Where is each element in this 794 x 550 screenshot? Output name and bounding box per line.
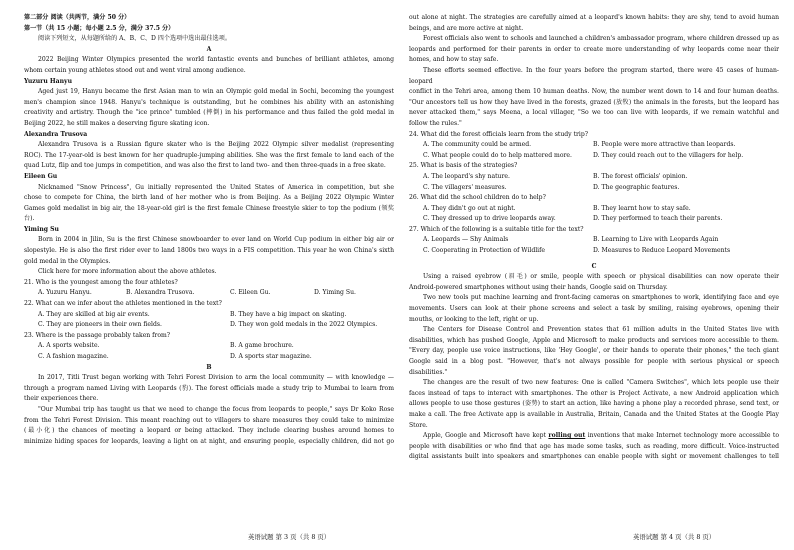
click-link-text: Click here for more information about the above athletes. <box>38 268 217 276</box>
option-d: D. They performed to teach their parents. <box>593 215 723 223</box>
question-25-options <box>409 183 779 194</box>
passage-c-line: Google said in a blog post. "However, that's not always possible for people with serious physical or speech <box>409 358 779 365</box>
su-line: slopestyle. He is also the first rider ever to land 1800s two ways in a FIS competition. This year he won China's sixth <box>24 247 394 255</box>
passage-c-line: digital assistants built into speakers and smartphones can enable people with sight or movement challenges to tell <box>409 453 779 461</box>
option-a: A. They didn't go out at night. <box>423 204 516 212</box>
gu-line: Games gold medalist in big air, the 18-year-old girl is the first female Chinese freestyle skier to top the podium (领奖 <box>24 204 394 212</box>
passage-b-line: their experiences there. <box>24 395 99 403</box>
question-26-options <box>409 214 779 225</box>
question-24-options <box>409 151 779 162</box>
passage-b-line: conflict in the Tehri area, among them 10 human deaths. Now, the number went down to 14 and four human deaths. <box>409 88 779 96</box>
option-c: C. The villagers' measures. <box>423 183 507 191</box>
passage-c-line: disabilities, which has pushed Google, Apple and Microsoft to make products and services more accessible to them. <box>409 336 779 344</box>
passage-b-line: These efforts seemed effective. In the four years before the program started, there were 45 cases of human-leopard <box>409 66 779 85</box>
passage-c-line: Android-powered smartphones without using their hands, Google said on Thursday. <box>409 283 668 291</box>
trusova-line: ROC). The 17-year-old is best known for her quadruple-jumping abilities. She was the first female to land each of the <box>24 151 394 159</box>
section-title: 第二部分 阅读（共两节，满分 50 分） <box>24 14 131 21</box>
trusova-line: quad Lutz, flip and toe jumps in competition, and was also the first to land two- and then three-quads in a free skate. <box>24 162 386 170</box>
option-d: D. A sports star magazine. <box>230 353 312 360</box>
option-a: A. Leopards — Shy Animals <box>423 236 509 244</box>
option-d: D. They could reach out to the villagers for help. <box>593 151 744 159</box>
page-footer-left: 英语试题 第 3 页（共 8 页） <box>248 533 331 541</box>
question-22-stem: 22. What can we infer about the athletes mentioned in the text? <box>24 300 222 308</box>
intro-line: 2022 Beijing Winter Olympics presented the world fantastic events and bunches of brilliant athletes, among <box>38 56 394 64</box>
part1-title: 第一节（共 15 小题；每小题 2.5 分，满分 37.5 分） <box>24 24 175 32</box>
question-25-options <box>409 172 779 183</box>
passage-b-line: out alone at night. The strategies are carefully aimed at a leopard's known habits: they are shy, tend to avoid human <box>409 14 779 21</box>
su-line: Born in 2004 in Jilin, Su is the first Chinese snowboarder to ever land on World Cup podium in either big air or <box>38 236 394 244</box>
option-d: D. The geographic features. <box>593 183 680 191</box>
option-a: A. They are skilled at big air events. <box>38 310 150 318</box>
athlete-heading-su: Yiming Su <box>24 225 59 233</box>
passage-b-line: through a program named Living with Leopards (豹). The forest officials made a study trip to Mumbai to learn from <box>24 384 394 392</box>
intro-line: whom certain young athletes stood out and went viral among audience. <box>24 66 246 74</box>
passage-c-line: The Centers for Disease Control and Prevention states that 61 million adults in the United States live with <box>423 326 779 334</box>
passage-b-line: homes, and how to stay safe. <box>409 56 499 64</box>
gu-line: chose to compete for China, the birth land of her mother who is from Beijing. As a Beijing 2022 Olympic Winter <box>24 194 394 202</box>
passage-c-line: Two new tools put machine learning and front-facing cameras on smartphones to work, identifying face and eye <box>423 294 779 302</box>
instruction: 阅读下列短文，从每题所给的 A、B、C、D 四个选项中选出最佳选项。 <box>38 35 231 43</box>
question-23-options <box>24 352 394 363</box>
passage-c-line: Using a raised eyebrow (眉毛) or smile, people with speech or physical disabilities can now operate their <box>423 273 779 281</box>
option-c: C. They are pioneers in their own fields. <box>38 321 162 329</box>
option-b: B. The forest officials' opinion. <box>593 172 688 180</box>
page-footer-right: 英语试题 第 4 页（共 8 页） <box>633 533 716 541</box>
text-run: inventions that make Internet technology more accessible to <box>585 432 779 440</box>
passage-c-line: Store. <box>409 421 428 429</box>
right-column <box>409 13 779 463</box>
athlete-heading-gu: Eileen Gu <box>24 172 58 180</box>
option-d: D. They won gold medals in the 2022 Olympics. <box>230 321 378 329</box>
question-23-options <box>24 341 394 352</box>
question-21-stem: 21. Who is the youngest among the four athletes? <box>24 278 178 286</box>
option-b: B. People were more attractive than leopards. <box>593 141 736 149</box>
question-27-options <box>409 235 779 246</box>
passage-c-line: "Every day, people use voice instructions, like 'Hey Google', or their hands to operate their phones," the tech giant <box>409 347 779 355</box>
option-a: A. A sports website. <box>38 342 100 350</box>
option-b: B. Alexandra Trusova. <box>126 289 195 297</box>
question-27-options <box>409 246 779 257</box>
passage-c-line <box>409 431 779 442</box>
text-run: Apple, Google and Microsoft have kept <box>423 432 549 440</box>
passage-c-line: disabilities." <box>409 368 448 376</box>
passage-b-line: Forest officials also went to schools and launched a children's ambassador program, where children dressed up as <box>423 35 779 43</box>
option-a: A. Yuzuru Hanyu. <box>38 289 92 297</box>
option-c: C. Cooperating in Protection of Wildlife <box>423 247 545 255</box>
option-a: A. The community could be armed. <box>423 141 532 149</box>
option-d: D. Yiming Su. <box>314 289 356 297</box>
question-27-stem: 27. Which of the following is a suitable title for the text? <box>409 225 584 233</box>
passage-b-line: (最小化) the chances of meeting a leopard or being attacked. They include clearing bushes around homes to <box>24 427 394 435</box>
passage-c-line: faces instead of taps to interact with smartphones. The other is Project Activate, a new Android application which <box>409 389 779 397</box>
left-column <box>24 13 394 447</box>
option-b: B. Learning to Live with Leopards Again <box>593 236 719 244</box>
passage-b-line: minimize hiding spaces for leopards, leaving a light on at night, and ensuring people, especially children, did not go <box>24 437 394 445</box>
trusova-line: Alexandra Trusova is a Russian figure skater who is the Beijing 2022 Olympic silver medalist (representing <box>38 141 394 149</box>
question-22-options <box>24 320 394 331</box>
option-c: C. They dressed up to drive leopards away. <box>423 215 556 223</box>
option-c: C. A fashion magazine. <box>38 353 109 360</box>
option-b: B. They have a big impact on skating. <box>230 310 347 318</box>
question-24-options <box>409 140 779 151</box>
passage-c-line: movements. Users can look at their phone screens and select a task by smiling, raising eyebrows, opening their <box>409 305 779 313</box>
passage-b-line: follow the rules." <box>409 119 462 127</box>
passage-b-line: "Our Mumbai trip has taught us that we need to change the focus from leopards to people," says Dr Koko Rose <box>38 405 394 413</box>
gu-line: Nicknamed "Snow Princess", Gu initially represented the United States of America in competition, but she <box>38 183 394 191</box>
passage-b-line: "Our ancestors tell us how they have lived in the forests, grazed (放牧) the animals in the forests, but the leopard has <box>409 98 779 106</box>
passage-c-line: make a call. The free Activate app is available in Australia, Britain, Canada and the United States at the Google Play <box>409 410 779 418</box>
question-26-stem: 26. What did the school children do to help? <box>409 194 546 202</box>
question-22-options <box>24 310 394 321</box>
passage-b-line: from the Tehri Forest Division. This meant reaching out to villagers to share measures they could take to minimize <box>24 416 394 424</box>
passage-b-letter: B <box>206 363 212 371</box>
option-d: D. Measures to Reduce Leopard Movements <box>593 247 731 255</box>
passage-b-line: beings, and are more active at night. <box>409 24 524 32</box>
passage-c-line: allows people to use those gestures (姿势) to start an action, like having a phone play a recorded phrase, send text, or <box>409 400 779 408</box>
passage-c-letter: C <box>591 262 597 270</box>
athlete-heading-trusova: Alexandra Trusova <box>24 130 88 138</box>
athlete-heading-hanyu: Yuzuru Hanyu <box>24 77 73 85</box>
passage-b-line: leopards and performed for their parents in order to create more understanding of why leopards come near their <box>409 45 779 53</box>
passage-a-letter: A <box>206 45 212 53</box>
passage-c-line: people with disabilities or who find that age has made some tasks, such as reading, more difficult. Voice-instructed <box>409 442 779 450</box>
option-a: A. The leopard's shy nature. <box>423 172 510 180</box>
passage-b-line: never attacked them," says Meena, a local villager, "So we too can live with leopards, if we remain watchful and <box>409 109 779 117</box>
question-21-options <box>24 288 394 299</box>
question-26-options <box>409 204 779 215</box>
option-c: C. What people could do to help mattered more. <box>423 151 572 159</box>
option-c: C. Eileen Gu. <box>230 289 271 297</box>
passage-c-line: The changes are the result of two new features: One is called "Camera Switches", which lets people use their <box>423 379 779 387</box>
gu-line: 台). <box>24 215 35 223</box>
option-b: B. They learnt how to stay safe. <box>593 204 691 212</box>
passage-b-line: In 2017, Titli Trust began working with Tehri Forest Division to arm the local community — with knowledge — <box>38 374 394 382</box>
su-line: gold medal in the Olympics. <box>24 257 111 265</box>
hanyu-line: men's champion since 1948. Hanyu's technique is outstanding, but he combines his ability with an astonishing <box>24 98 394 106</box>
question-25-stem: 25. What is basis of the strategies? <box>409 162 518 170</box>
passage-c-line: mouths, or looking to the left, right or up. <box>409 315 539 323</box>
hanyu-line: Aged just 19, Hanyu became the first Asian man to win an Olympic gold medal in Sochi, becoming the youngest <box>38 88 394 96</box>
hanyu-line: Beijing 2022, he still makes a deserving figure skating icon. <box>24 119 210 127</box>
underlined-phrase: rolling out <box>548 432 586 440</box>
question-24-stem: 24. What did the forest officials learn from the study trip? <box>409 130 589 138</box>
hanyu-line: creativity and artistry. Though the "ice prince" tumbled (摔倒) in his performance and thus failed the gold medal in <box>24 109 394 117</box>
option-b: B. A game brochure. <box>230 342 294 350</box>
question-23-stem: 23. Where is the passage probably taken from? <box>24 331 171 339</box>
